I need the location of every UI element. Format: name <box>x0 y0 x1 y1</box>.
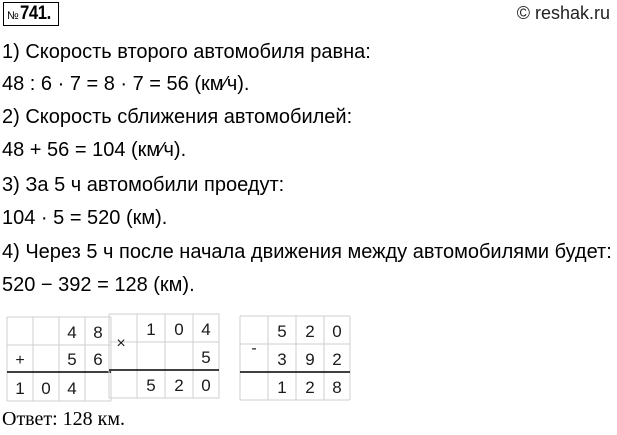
addend-1-digit: 8 <box>93 323 103 342</box>
minuend-digit: 0 <box>332 322 342 341</box>
sum-digit: 4 <box>67 379 77 398</box>
multiplicand-digit: 1 <box>146 320 156 339</box>
step-1-equation: 48 : 6 · 7 = 8 · 7 = 56 (км⁄ч). <box>2 73 250 95</box>
site-watermark: © reshak.ru <box>516 3 610 23</box>
product-digit: 0 <box>201 376 211 395</box>
step-2-equation: 48 + 56 = 104 (км⁄ч). <box>2 139 187 161</box>
column-subtraction <box>236 313 352 403</box>
column-multiplication <box>105 311 221 401</box>
step-2-heading: 2) Скорость сближения автомобилей: <box>2 106 353 128</box>
difference-digit: 1 <box>277 378 287 397</box>
problem-number-badge <box>3 2 59 26</box>
difference-digit: 2 <box>305 378 315 397</box>
multiply-sign: × <box>116 335 126 352</box>
step-1-heading: 1) Скорость второго автомобиля равна: <box>2 41 371 63</box>
number-sign: № <box>7 10 19 22</box>
multiplicand-digit: 0 <box>174 320 184 339</box>
step-4-heading: 4) Через 5 ч после начала движения между автомобилями будет: <box>2 241 612 263</box>
step-3-equation: 104 · 5 = 520 (км). <box>2 207 168 229</box>
subtrahend-digit: 2 <box>332 350 342 369</box>
sum-digit: 1 <box>15 379 25 398</box>
problem-number: 741. <box>19 3 51 24</box>
minus-sign: - <box>251 340 257 357</box>
addend-1-digit: 4 <box>67 323 77 342</box>
column-addition <box>4 315 114 403</box>
addend-2-digit: 6 <box>93 350 103 369</box>
product-digit: 2 <box>174 376 184 395</box>
plus-sign: + <box>15 352 25 369</box>
multiplier-digit: 5 <box>201 348 211 367</box>
subtrahend-digit: 9 <box>305 350 315 369</box>
minuend-digit: 5 <box>277 322 287 341</box>
minuend-digit: 2 <box>305 322 315 341</box>
subtrahend-digit: 3 <box>277 350 287 369</box>
answer-text: Ответ: 128 км. <box>2 408 126 430</box>
step-4-equation: 520 − 392 = 128 (км). <box>2 274 195 296</box>
product-digit: 5 <box>146 376 156 395</box>
addend-2-digit: 5 <box>67 350 77 369</box>
step-3-heading: 3) За 5 ч автомобили проедут: <box>2 174 285 196</box>
multiplicand-digit: 4 <box>201 320 211 339</box>
sum-digit: 0 <box>41 379 51 398</box>
difference-digit: 8 <box>332 378 342 397</box>
